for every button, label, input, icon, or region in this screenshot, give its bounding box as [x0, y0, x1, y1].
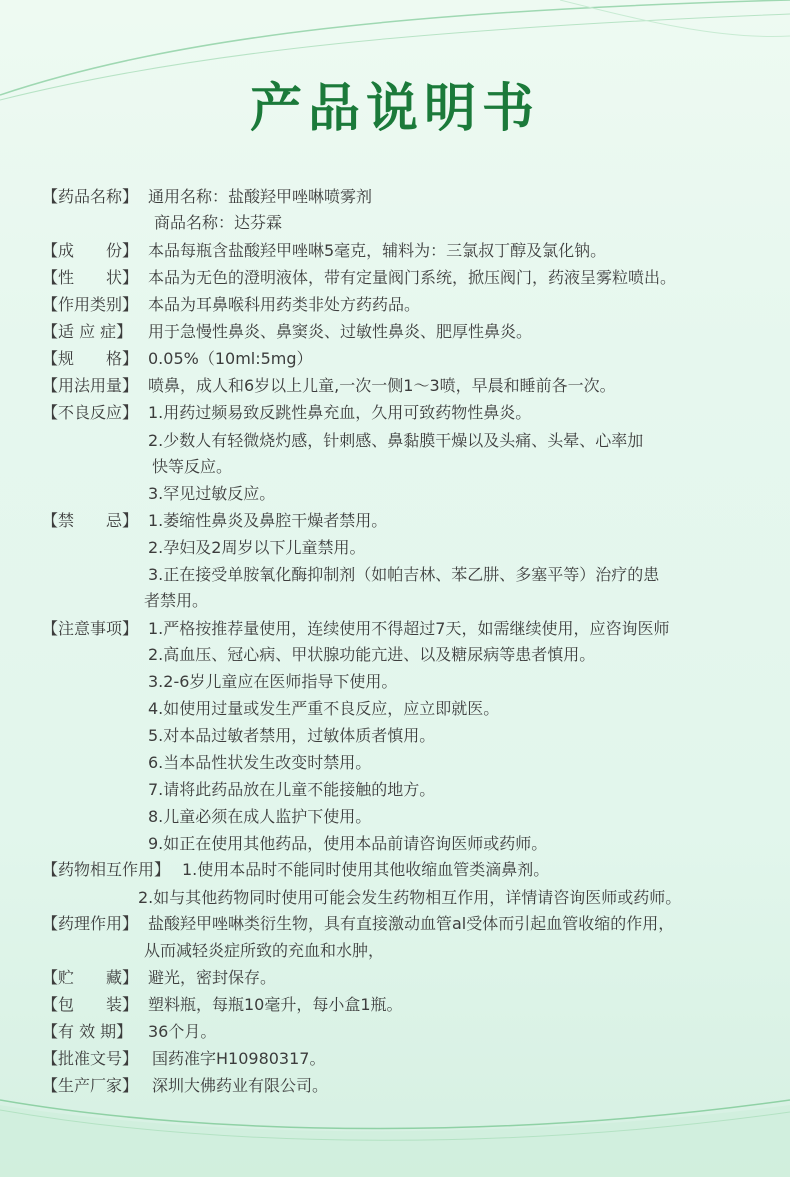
section-text: 4.如使用过量或发生严重不良反应，应立即就医。 [148, 699, 500, 718]
section-text: 9.如正在使用其他药品，使用本品前请咨询医师或药师。 [148, 834, 548, 853]
section-text: 6.当本品性状发生改变时禁用。 [148, 753, 372, 772]
section-text: 快等反应。 [152, 457, 233, 476]
section-text: 本品为耳鼻喉科用药类非处方药药品。 [148, 295, 421, 314]
section-label: 【禁 忌】 [42, 511, 139, 530]
section-text: 避光，密封保存。 [148, 968, 277, 987]
section-label: 【适 应 症】 [42, 322, 133, 341]
section-text: 5.对本品过敏者禁用，过敏体质者慎用。 [148, 726, 436, 745]
section-text: 3.2-6岁儿童应在医师指导下使用。 [148, 672, 398, 691]
section-label: 【有 效 期】 [42, 1022, 133, 1041]
section-label: 【批准文号】 [42, 1049, 139, 1068]
section-text: 塑料瓶，每瓶10毫升，每小盒1瓶。 [148, 995, 403, 1014]
section-text: 从而减轻炎症所致的充血和水肿， [144, 941, 385, 960]
section-text: 36个月。 [148, 1022, 217, 1041]
section-text: 盐酸羟甲唑啉类衍生物，具有直接激动血管al受体而引起血管收缩的作用， [148, 914, 675, 933]
section-text: 本品每瓶含盐酸羟甲唑啉5毫克，辅料为：三氯叔丁醇及氯化钠。 [148, 241, 607, 260]
section-label: 【药物相互作用】 [42, 860, 171, 879]
section-text: 1.萎缩性鼻炎及鼻腔干燥者禁用。 [148, 511, 388, 530]
section-label: 【药理作用】 [42, 914, 139, 933]
section-text: 2.如与其他药物同时使用可能会发生药物相互作用，详情请咨询医师或药师。 [138, 888, 682, 907]
section-label: 【规 格】 [42, 349, 139, 368]
section-text: 者禁用。 [144, 591, 209, 610]
section-text: 通用名称：盐酸羟甲唑啉喷雾剂 [148, 187, 373, 206]
section-text: 1.用药过频易致反跳性鼻充血，久用可致药物性鼻炎。 [148, 403, 532, 422]
section-label: 【注意事项】 [42, 619, 139, 638]
section-label: 【成 份】 [42, 241, 139, 260]
section-text: 2.高血压、冠心病、甲状腺功能亢进、以及糖尿病等患者慎用。 [148, 645, 596, 664]
section-label: 【不良反应】 [42, 403, 139, 422]
page-title: 产品说明书 [249, 79, 540, 139]
section-text: 2.少数人有轻微烧灼感，针刺感、鼻黏膜干燥以及头痛、头晕、心率加 [148, 431, 644, 450]
section-text: 2.孕妇及2周岁以下儿童禁用。 [148, 538, 366, 557]
section-text: 商品名称：达芬霖 [154, 213, 283, 232]
section-text: 3.正在接受单胺氧化酶抑制剂（如帕吉林、苯乙肼、多塞平等）治疗的患 [148, 565, 660, 584]
section-text: 1.使用本品时不能同时使用其他收缩血管类滴鼻剂。 [182, 860, 550, 879]
section-label: 【作用类别】 [42, 295, 139, 314]
section-text: 0.05%（10ml:5mg） [148, 349, 313, 368]
section-text: 7.请将此药品放在儿童不能接触的地方。 [148, 780, 436, 799]
section-label: 【生产厂家】 [42, 1076, 139, 1095]
section-text: 3.罕见过敏反应。 [148, 484, 276, 503]
section-label: 【贮 藏】 [42, 968, 139, 987]
section-label: 【性 状】 [42, 268, 139, 287]
section-label: 【包 装】 [42, 995, 139, 1014]
section-text: 国药准字H10980317。 [152, 1049, 326, 1068]
section-text: 本品为无色的澄明液体，带有定量阀门系统，掀压阀门，药液呈雾粒喷出。 [148, 268, 677, 287]
section-text: 1.严格按推荐量使用，连续使用不得超过7天，如需继续使用，应咨询医师 [148, 619, 670, 638]
section-text: 用于急慢性鼻炎、鼻窦炎、过敏性鼻炎、肥厚性鼻炎。 [148, 322, 533, 341]
section-text: 喷鼻，成人和6岁以上儿童,一次一侧1～3喷，早晨和睡前各一次。 [148, 376, 616, 395]
section-label: 【用法用量】 [42, 376, 139, 395]
section-text: 深圳大佛药业有限公司。 [152, 1076, 329, 1095]
section-label: 【药品名称】 [42, 187, 139, 206]
section-text: 8.儿童必须在成人监护下使用。 [148, 807, 372, 826]
